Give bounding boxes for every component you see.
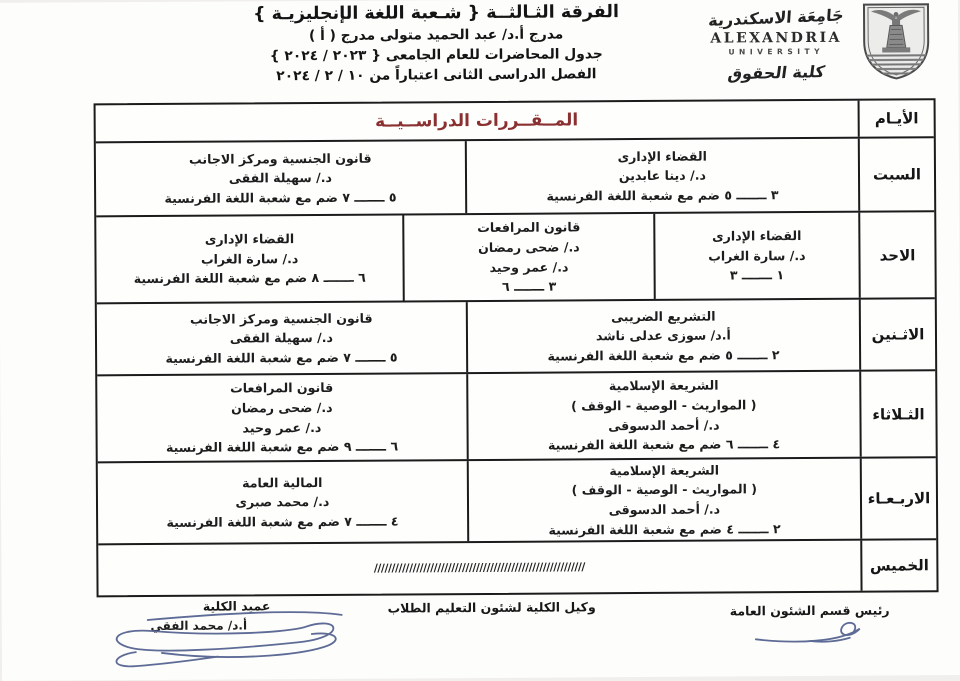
course-line: القضاء الإدارى: [712, 228, 802, 244]
course-line: ٤ ـــــــ ٦ ضم مع شعبة اللغة الفرنسية: [547, 436, 781, 453]
dean-label: عميد الكلية: [202, 598, 271, 614]
course-cell: [465, 139, 859, 213]
lecture-schedule-table: [94, 98, 939, 597]
schedule-row-1: [96, 212, 935, 304]
course-line: د./ ضحى رمضان: [478, 239, 580, 255]
day-label: الاربـعـاء: [860, 458, 936, 538]
course-line: د./ عمر وحيد: [489, 258, 569, 275]
schedule-row-4: [98, 458, 936, 545]
course-line: د./ سارة الغراب: [708, 247, 806, 264]
course-cell: [467, 459, 861, 541]
no-lectures-marker: ////////////////////////////////////////////////////////////: [373, 560, 585, 576]
university-word-english: UNIVERSITY: [728, 46, 825, 57]
course-line: ٦ ـــــــ ٩ ضم مع شعبة اللغة الفرنسية: [165, 438, 399, 455]
course-line: ( المواريث - الوصية - الوقف ): [571, 481, 758, 498]
university-name-english: ALEXANDRIA: [710, 29, 843, 47]
course-line: د./ أحمد الدسوقى: [608, 417, 720, 433]
vice-dean-title: [382, 599, 602, 615]
schedule-row-0: [96, 138, 934, 217]
document-title-block: [116, 1, 756, 85]
title-academic-year: جدول المحاضرات للعام الجامعى { ٢٠٢٣ / ٢٠٢٤ }: [269, 46, 603, 65]
course-line: ٥ ـــــــ ٧ ضم مع شعبة اللغة الفرنسية: [165, 349, 398, 366]
course-line: ٢ ـــــــ ٤ ضم مع شعبة اللغة الفرنسية: [548, 520, 781, 538]
dean-name-label: أ.د/ محمد الفقي: [150, 618, 248, 634]
title-grade-section: الفرقة الثـالثــة { شـعبة اللغة الإنجليزيـة }: [253, 2, 619, 25]
university-name-block: [697, 2, 855, 83]
schedule-row-5: [98, 540, 936, 595]
course-line: الشريعة الإسلامية: [608, 378, 719, 394]
course-cell: [98, 461, 467, 543]
table-header-row: [96, 100, 934, 143]
course-line: القضاء الإدارى: [204, 231, 295, 247]
course-line: ٣ ـــــــ ٥ ضم مع شعبة اللغة الفرنسية: [546, 186, 779, 204]
schedule-rows-container: [96, 138, 937, 595]
university-logo-block: [690, 1, 932, 82]
course-line: ٤ ـــــــ ٧ ضم مع شعبة اللغة الفرنسية: [166, 513, 399, 530]
university-shield-icon: [860, 1, 932, 81]
schedule-row-2: [97, 299, 935, 376]
course-line: الشريعة الإسلامية: [609, 462, 720, 479]
course-line: د./ أحمد الدسوقى: [608, 501, 721, 518]
title-lecture-hall: مدرج أ.د/ عبد الحميد متولى مدرج ( أ ): [308, 26, 564, 45]
course-line: د./ عمر وحيد: [242, 419, 322, 435]
university-name-arabic: جَامِعَة الاسكندرية: [707, 5, 845, 30]
course-line: د./ محمد صبرى: [235, 494, 330, 510]
title-semester-start-date: الفصل الدراسى الثانى اعتباراً من ١٠ / ٢ / ٢٠٢٤: [276, 66, 597, 85]
days-column-header: الأيـام: [858, 100, 934, 136]
course-line: د./ سهيلة الفقى: [229, 330, 334, 346]
day-label: الاثـنين: [859, 299, 935, 369]
course-line: د./ سارة الغراب: [200, 250, 299, 267]
course-line: التشريع الضريبى: [610, 308, 716, 324]
day-label: الاحد: [858, 212, 935, 297]
course-cell: [466, 372, 860, 459]
course-line: ٦ ـــــــ ٨ ضم مع شعبة اللغة الفرنسية: [133, 269, 366, 287]
day-label: الخميس: [860, 540, 936, 590]
vice-dean-label: وكيل الكلية لشئون التعليم الطلاب: [387, 599, 596, 616]
course-cell: [98, 541, 860, 596]
course-line: قانون الجنسية ومركز الاجانب: [189, 310, 373, 327]
course-line: ٥ ـــــــ ٧ ضم مع شعبة اللغة الفرنسية: [164, 189, 397, 206]
course-line: د./ سهيلة الفقى: [228, 170, 333, 186]
course-line: ١ ـــــــ ٣: [729, 267, 785, 283]
course-cell: [96, 215, 403, 302]
day-label: الثـلاثاء: [859, 371, 936, 456]
course-line: أ.د/ سوزى عدلى ناشد: [595, 327, 731, 344]
course-cell: [466, 300, 860, 372]
course-line: قانون الجنسية ومركز الاجانب: [188, 150, 372, 167]
day-label: السبت: [858, 138, 934, 210]
course-cell: [402, 214, 653, 301]
courses-column-header: المــقــررات الدراســيــة: [375, 110, 579, 132]
course-line: د./ دينا عابدين: [618, 167, 706, 184]
course-line: المالية العامة: [241, 474, 323, 491]
course-line: قانون المرافعات: [230, 380, 334, 396]
course-cell: [97, 302, 466, 374]
course-line: قانون المرافعات: [477, 219, 581, 236]
schedule-row-3: [97, 371, 936, 463]
general-affairs-head-title: [726, 602, 894, 648]
course-cell: [97, 374, 466, 461]
course-line: د./ ضحى رمضان: [230, 399, 333, 416]
faculty-name: كلية الحقوق: [726, 62, 827, 84]
dean-signature: [100, 609, 358, 677]
course-line: ٢ ـــــــ ٥ ضم مع شعبة اللغة الفرنسية: [547, 346, 780, 364]
general-affairs-head-label: رئيس قسم الشئون العامة: [729, 602, 890, 619]
course-line: القضاء الإدارى: [617, 148, 707, 164]
course-line: ( المواريث - الوصية - الوقف ): [571, 397, 757, 414]
course-cell: [96, 141, 465, 215]
course-line: ٣ ـــــــ ٦: [501, 278, 557, 294]
course-cell: [653, 213, 859, 299]
general-affairs-signature: [750, 620, 870, 649]
